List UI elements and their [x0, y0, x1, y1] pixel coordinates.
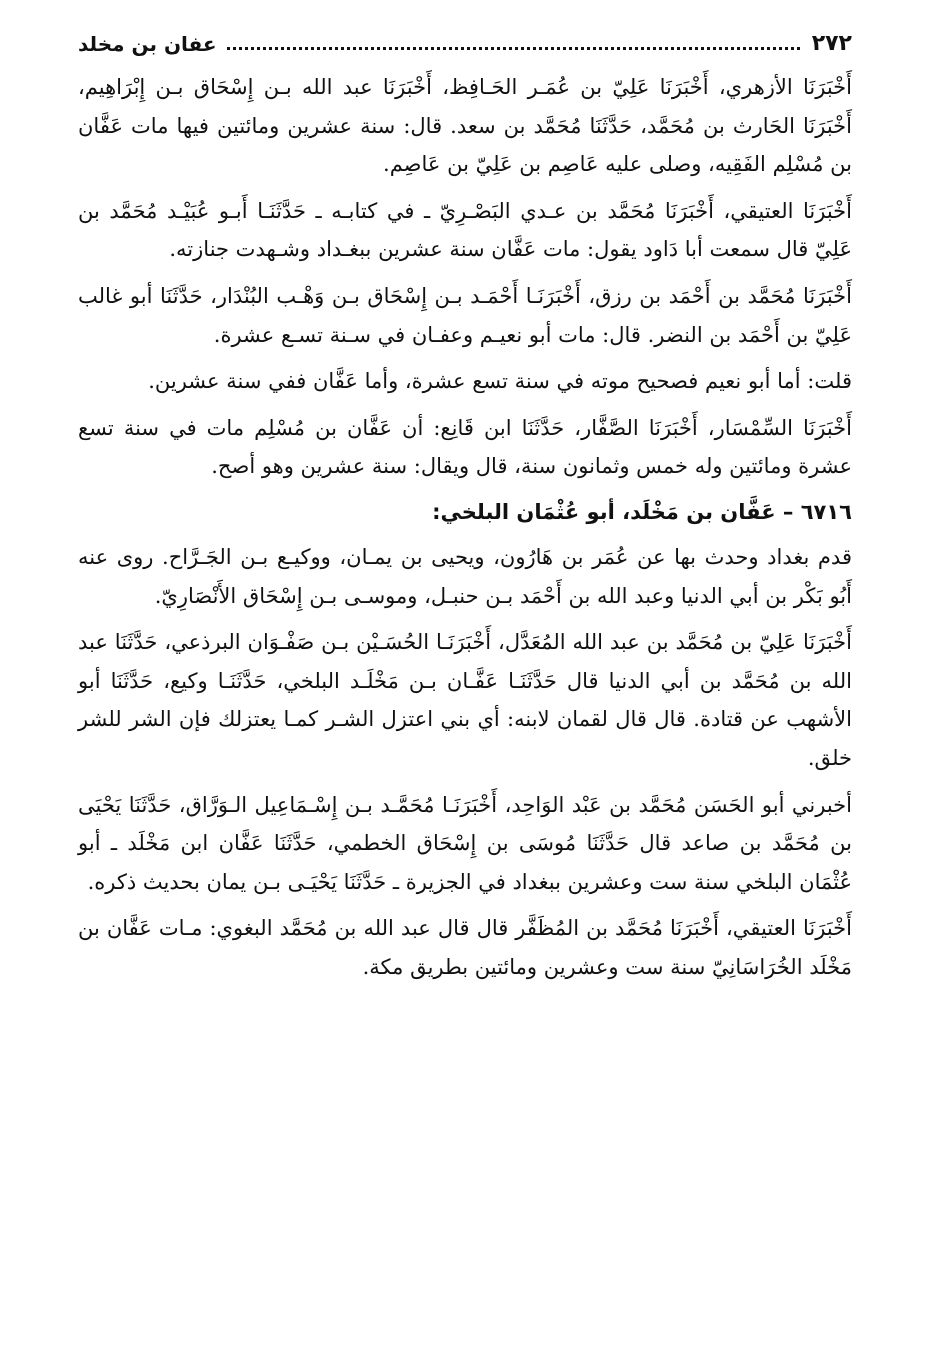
paragraph: أَخْبَرَنَا السِّمْسَار، أَخْبَرَنَا الصَّفَّار، حَدَّثَنَا ابن قَانِع: أن عَفَّان بن مُسْلِم مات في سنة تسع عشرة ومائتين وله خمس وثمانون سنة، قال ويقال: سنة عشرين وهو أصح.	[78, 415, 852, 479]
entry-title: عَفَّان بن مَخْلَد، أبو عُثْمَان البلخي:	[432, 499, 776, 524]
paragraph: أَخْبَرَنَا العتيقي، أَخْبَرَنَا مُحَمَّد بن عـدي البَصْـرِيّ ـ في كتابـه ـ حَدَّثَنَـا أَبـو عُبَيْـد مُحَمَّد بن عَلِيّ قال سمعت أبا دَاود يقول: مات عَفَّان سنة عشرين ببغـداد وشـهدت جنازته.	[78, 198, 852, 262]
paragraph: أَخْبَرَنَا عَلِيّ بن مُحَمَّد بن عبد الله المُعَدَّل، أَخْبَرَنَـا الحُسَـيْن بـن صَفْـوَان البرذعي، حَدَّثَنَا عبد الله بن مُحَمَّد بن أبي الدنيا قال حَدَّثَنَـا عَفَّـان بـن مَخْلَـد البلخي، حَدَّثَنَـا وكيع، حَدَّثَنَا أبو الأشهب عن قتادة. قال قال لقمان لابنه: أي بني اعتزل الشـر كمـا يعتزلك فإن الشر للشر خلق.	[78, 630, 852, 770]
running-title: عفان بن مخلد	[78, 32, 217, 56]
paragraph: أخبرني أبو الحَسَن مُحَمَّد بن عَبْد الوَاحِد، أَخْبَرَنَـا مُحَمَّـد بـن إِسْـمَاعِيل الـوَرَّاق، حَدَّثَنَا يَحْيَى بن مُحَمَّد بن صاعد قال حَدَّثَنَا مُوسَى بن إِسْحَاق الخطمي، حَدَّثَنَا عَفَّان ابن مَخْلَد ـ أبو عُثْمَان البلخي سنة ست وعشرين ببغداد في الجزيرة ـ حَدَّثَنَا يَحْيَـى بـن يمان بحديث ذكره.	[78, 792, 852, 894]
paragraph: قلت: أما أبو نعيم فصحيح موته في سنة تسع عشرة، وأما عَفَّان ففي سنة عشرين.	[148, 369, 852, 394]
running-header	[78, 28, 852, 56]
paragraph: قدم بغداد وحدث بها عن عُمَر بن هَارُون، ويحيى بن يمـان، ووكيـع بـن الجَـرَّاح. روى عنه أَبُو بَكْر بن أبي الدنيا وعبد الله بن أَحْمَد بـن حنبـل، وموسـى بـن إِسْحَاق الأَنْصَارِيّ.	[78, 544, 852, 608]
page-body	[78, 68, 852, 986]
paragraph: أَخْبَرَنَا العتيقي، أَخْبَرَنَا مُحَمَّد بن المُظَفَّر قال قال عبد الله بن مُحَمَّد البغوي: مـات عَفَّان بن مَخْلَد الخُرَاسَانِيّ سنة ست وعشرين ومائتين بطريق مكة.	[78, 916, 852, 979]
page-number: ٢٧٢	[811, 31, 852, 56]
entry-number: ٦٧١٦	[800, 499, 852, 524]
paragraph: أَخْبَرَنَا الأزهري، أَخْبَرَنَا عَلِيّ بن عُمَـر الحَـافِظ، أَخْبَرَنَا عبد الله بـن إِسْحَاق بـن إِبْرَاهِيم، أَخْبَرَنَا الحَارث بن مُحَمَّد، حَدَّثَنَا مُحَمَّد بن سعد. قال: سنة عشرين ومائتين فيها مات عَفَّان بن مُسْلِم الفَقِيه، وصلى عليه عَاصِم بن عَلِيّ بن عَاصِم.	[78, 75, 852, 177]
header-dotted-leader	[227, 46, 800, 50]
entry-dash: –	[782, 499, 794, 524]
entry-heading	[78, 494, 852, 530]
paragraph: أَخْبَرَنَا مُحَمَّد بن أَحْمَد بن رزق، أَخْبَرَنَـا أَحْمَـد بـن إِسْحَاق بـن وَهْـب البُنْدَار، حَدَّثَنَا أبو غالب عَلِيّ بن أَحْمَد بن النضر. قال: مات أبو نعيـم وعفـان في سـنة تسـع عشرة.	[78, 283, 852, 347]
